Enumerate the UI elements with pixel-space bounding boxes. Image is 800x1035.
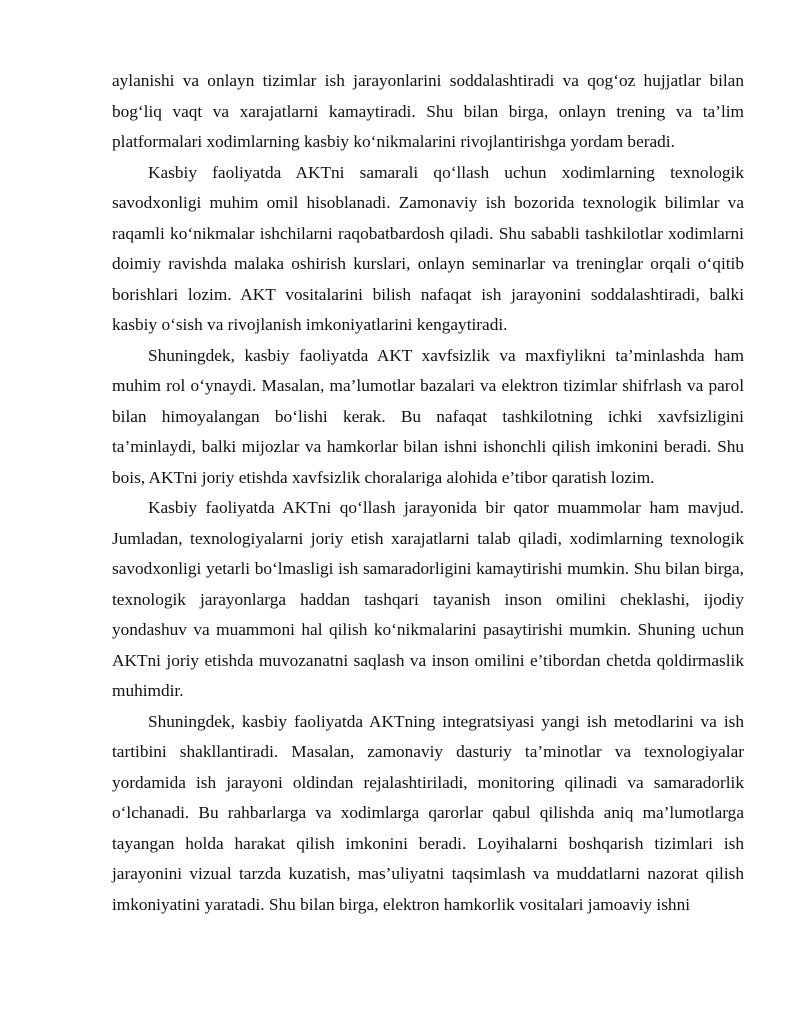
document-page bbox=[112, 66, 744, 920]
paragraph-integration: Shuningdek, kasbiy faoliyatda AKTning integratsiyasi yangi ish metodlarini va ish tartibini shakllantiradi. Masalan, zamonaviy dasturiy ta’minotlar va texnologiyalar yordamida ish jarayoni oldindan rejalashtiriladi, monitoring qilinadi va samaradorlik o‘lchanadi. Bu rahbarlarga va xodimlarga qarorlar qabul qilishda aniq ma’lumotlarga tayangan holda harakat qilish imkonini beradi. Loyihalarni boshqarish tizimlari ish jarayonini vizual tarzda kuzatish, mas’uliyatni taqsimlash va muddatlarni nazorat qilish imkoniyatini yaratadi. Shu bilan birga, elektron hamkorlik vositalari jamoaviy ishni bbox=[112, 711, 744, 914]
paragraph-technological-literacy: Kasbiy faoliyatda AKTni samarali qo‘llash uchun xodimlarning texnologik savodxonligi muhim omil hisoblanadi. Zamonaviy ish bozorida texnologik bilimlar va raqamli ko‘nikmalar ishchilarni raqobatbardosh qiladi. Shu sababli tashkilotlar xodimlarni doimiy ravishda malaka oshirish kurslari, onlayn seminarlar va treninglar orqali o‘qitib borishlari lozim. AKT vositalarini bilish nafaqat ish jarayonini soddalashtiradi, balki kasbiy o‘sish va rivojlanish imkoniyatlarini kengaytiradi. bbox=[112, 162, 744, 334]
paragraph-problems: Kasbiy faoliyatda AKTni qo‘llash jarayonida bir qator muammolar ham mavjud. Jumladan, texnologiyalarni joriy etish xarajatlarni talab qiladi, xodimlarning texnologik savodxonligi yetarli bo‘lmasligi ish samaradorligini kamaytirishi mumkin. Shu bilan birga, texnologik jarayonlarga haddan tashqari tayanish inson omilini cheklashi, ijodiy yondashuv va muammoni hal qilish ko‘nikmalarini pasaytirishi mumkin. Shuning uchun AKTni joriy etishda muvozanatni saqlash va inson omilini e’tibordan chetda qoldirmaslik muhimdir. bbox=[112, 498, 744, 700]
paragraph-continuation: aylanishi va onlayn tizimlar ish jarayonlarini soddalashtiradi va qog‘oz hujjatlar bilan bog‘liq vaqt va xarajatlarni kamaytiradi. Shu bilan birga, onlayn trening va ta’lim platformalari xodimlarning kasbiy ko‘nikmalarini rivojlantirishga yordam beradi. bbox=[112, 71, 744, 151]
paragraph-security: Shuningdek, kasbiy faoliyatda AKT xavfsizlik va maxfiylikni ta’minlashda ham muhim rol o‘ynaydi. Masalan, ma’lumotlar bazalari va elektron tizimlar shifrlash va parol bilan himoyalangan bo‘lishi kerak. Bu nafaqat tashkilotning ichki xavfsizligini ta’minlaydi, balki mijozlar va hamkorlar bilan ishni ishonchli qilish imkonini beradi. Shu bois, AKTni joriy etishda xavfsizlik choralariga alohida e’tibor qaratish lozim. bbox=[112, 345, 744, 487]
